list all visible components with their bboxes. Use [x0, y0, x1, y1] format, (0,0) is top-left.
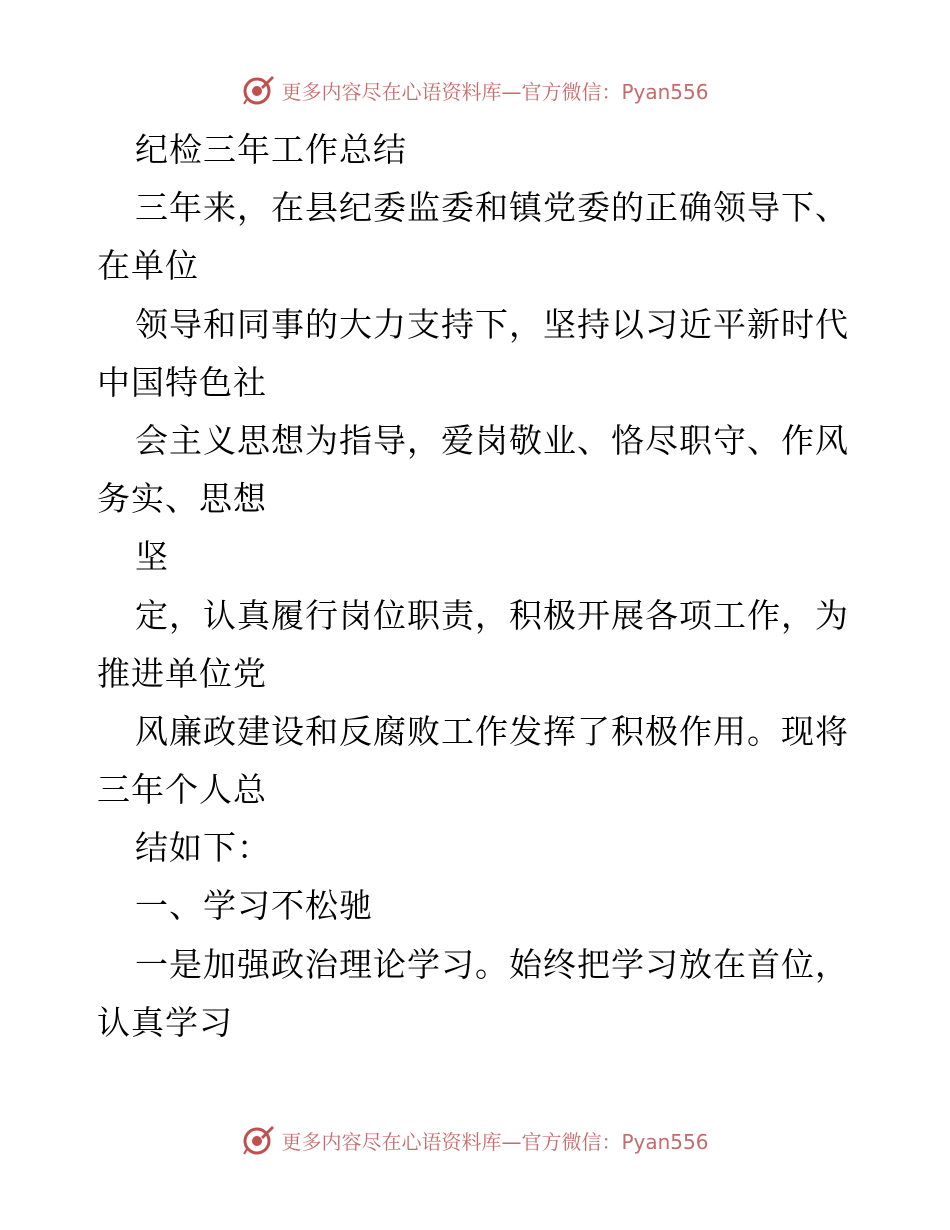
footer-banner-text: 更多内容尽在心语资料库—官方微信：Pyan556: [281, 1129, 709, 1154]
document-title: 纪检三年工作总结: [135, 130, 407, 169]
document-line: 推进单位党: [97, 653, 267, 693]
header-banner-content: [241, 73, 708, 107]
document-line: 务实、思想: [97, 479, 267, 519]
document-line: 结如下：: [135, 828, 271, 868]
document-line: 领导和同事的大力支持下，坚持以习近平新时代: [135, 304, 849, 344]
document-line: 在单位: [97, 246, 199, 286]
document-line: 风廉政建设和反腐败工作发挥了积极作用。现将: [135, 711, 849, 751]
document-line: 定，认真履行岗位职责，积极开展各项工作，为: [135, 595, 849, 635]
document-line: 三年个人总: [97, 770, 267, 810]
footer-banner-content: [241, 1123, 708, 1157]
quill-pen-circle-logo-icon: [241, 1123, 275, 1157]
document-line: 三年来，在县纪委监委和镇党委的正确领导下、: [135, 188, 849, 228]
document-body: [97, 121, 887, 1052]
section-heading: 一、学习不松驰: [135, 886, 373, 926]
footer-banner: [0, 1120, 950, 1160]
document-line: 坚: [135, 537, 169, 577]
header-banner-text: 更多内容尽在心语资料库—官方微信：Pyan556: [281, 79, 709, 104]
quill-pen-circle-logo-icon: [241, 73, 275, 107]
document-line: 会主义思想为指导，爱岗敬业、恪尽职守、作风: [135, 420, 849, 460]
document-line: 认真学习: [97, 1002, 233, 1042]
document-line: 中国特色社: [97, 362, 267, 402]
document-line: 一是加强政治理论学习。始终把学习放在首位，: [135, 944, 849, 984]
header-banner: [0, 70, 950, 110]
